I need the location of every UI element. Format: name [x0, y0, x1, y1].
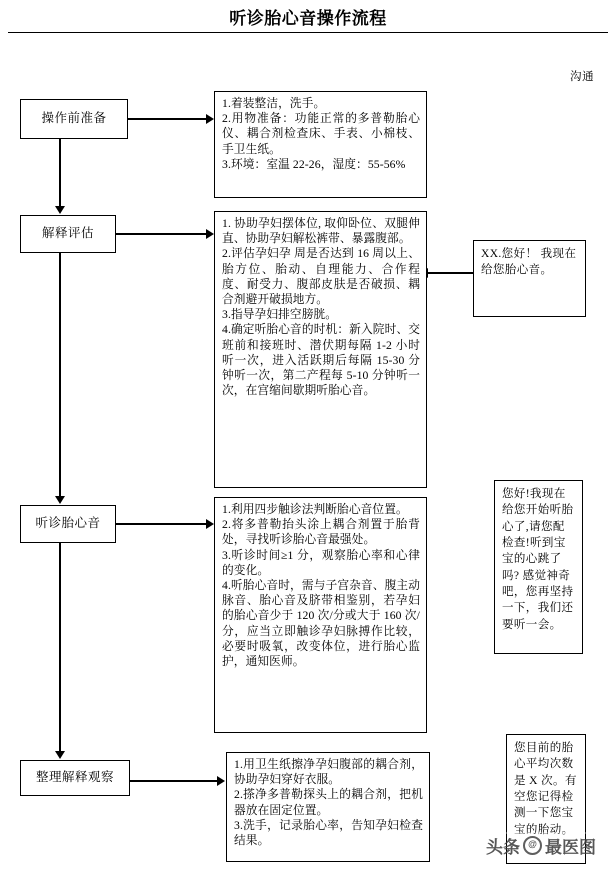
- watermark-at-icon: @: [523, 836, 542, 855]
- stage-box-auscultate[interactable]: [20, 505, 116, 543]
- arrow-down-icon-tidy: [55, 751, 65, 759]
- note-box-start-listening: [494, 480, 583, 654]
- stage-label-explain: 解释评估: [41, 226, 94, 241]
- arrow-down-icon-explain: [55, 206, 65, 214]
- content-box-tidy: [226, 752, 430, 862]
- stage-label-tidy: 整理解释观察: [35, 770, 114, 785]
- content-line: 1.利用四步触诊法判断胎心音位置。: [222, 503, 408, 516]
- content-line: 1. 协助孕妇摆体位, 取仰卧位、双腿伸直、协助孕妇解松裤带、暴露腹部。: [222, 217, 420, 246]
- stage-box-prepare[interactable]: [20, 99, 128, 139]
- arrow-right-icon-auscultate: [206, 519, 214, 529]
- connector-auscultate-to-tidy: [59, 543, 61, 751]
- note-line: 您好!我现在给您开始听胎心了,请您配检查!听到宝宝的心跳了吗? 感觉神奇吧，您再坚持一下，我们还要听一会。: [502, 488, 574, 631]
- note-line: 您目前的胎心平均次数是 X 次。有空您记得检测一下您宝宝的胎动。: [514, 742, 577, 836]
- connector-prepare-to-explain: [59, 139, 61, 206]
- arrow-right-icon-tidy: [217, 776, 225, 786]
- connector-tidy-to-content: [130, 780, 218, 782]
- connector-prepare-to-content: [128, 118, 207, 120]
- communication-label: 沟通: [570, 71, 595, 83]
- stage-box-tidy[interactable]: [20, 760, 130, 796]
- content-box-auscultate: [214, 497, 427, 733]
- site-watermark: [468, 824, 614, 866]
- content-line: 4.确定听胎心音的时机：新入院时、交班前和接班时、潜伏期每隔 1-2 小时听一次，进入活跃期后每隔 15-30 分钟听一次，第二产程每 5-10 分钟听一次，在宫缩间歇期听胎心音。: [222, 323, 420, 398]
- content-line: 3.洗手，记录胎心率，告知孕妇检查结果。: [234, 818, 423, 848]
- title-divider: [8, 32, 608, 33]
- arrow-right-icon-prepare: [206, 114, 214, 124]
- page-title: 听诊胎心音操作流程: [229, 9, 387, 28]
- connector-explain-to-content: [116, 233, 207, 235]
- arrow-down-icon-auscultate: [55, 496, 65, 504]
- watermark-band: [468, 832, 614, 834]
- stage-label-prepare: 操作前准备: [41, 111, 107, 126]
- watermark-left-text: 头条: [486, 837, 520, 857]
- content-line: 4.听胎心音时，需与子宫杂音、腹主动脉音、胎心音及脐带相鉴别，若孕妇的胎心音少于 120 次/分或大于 160 次/分，应当立即触诊孕妇脉搏作比较，必要时吸氧，改变体位，进行胎心监护，通知医师。: [222, 579, 420, 669]
- content-line: 3.指导孕妇排空膀胱。: [222, 308, 338, 322]
- connector-note-to-explain-content: [428, 272, 473, 274]
- content-line: 3.环境：室温 22-26，湿度：55-56%: [222, 157, 406, 171]
- stage-box-explain[interactable]: [20, 215, 116, 253]
- connector-explain-to-auscultate: [59, 253, 61, 496]
- content-line: 1.用卫生纸擦净孕妇腹部的耦合剂，协助孕妇穿好衣服。: [234, 758, 423, 787]
- content-box-explain: [214, 211, 427, 488]
- note-line: XX.您好！ 我现在给您胎心音。: [481, 248, 577, 277]
- arrow-right-icon-explain: [206, 229, 214, 239]
- content-line: 2.评估孕妇孕 周是否达到 16 周以上、胎方位、胎动、自理能力、合作程度、耐受力、腹部皮肤是否破损、耦合剂避开破损地方。: [222, 247, 420, 307]
- note-box-greeting: [473, 240, 586, 317]
- content-line: 2.搽净多普勒探头上的耦合剂，把机器放在固定位置。: [234, 788, 423, 817]
- content-line: 1.着装整洁，洗手。: [222, 97, 326, 110]
- connector-auscultate-to-content: [116, 523, 207, 525]
- content-line: 3.听诊时间≥1 分，观察胎心率和心律的变化。: [222, 548, 420, 577]
- content-line: 2.将多普勒抬头涂上耦合剂置于胎背处，寻找听诊胎心音最强处。: [222, 518, 420, 547]
- content-box-prepare: [214, 91, 427, 198]
- watermark-right-text: 最医图: [545, 837, 596, 857]
- content-line: 2.用物准备：功能正常的多普勒胎心仪、耦合剂检查床、手表、小棉枝、手卫生纸。: [222, 112, 420, 156]
- stage-label-auscultate: 听诊胎心音: [35, 516, 101, 531]
